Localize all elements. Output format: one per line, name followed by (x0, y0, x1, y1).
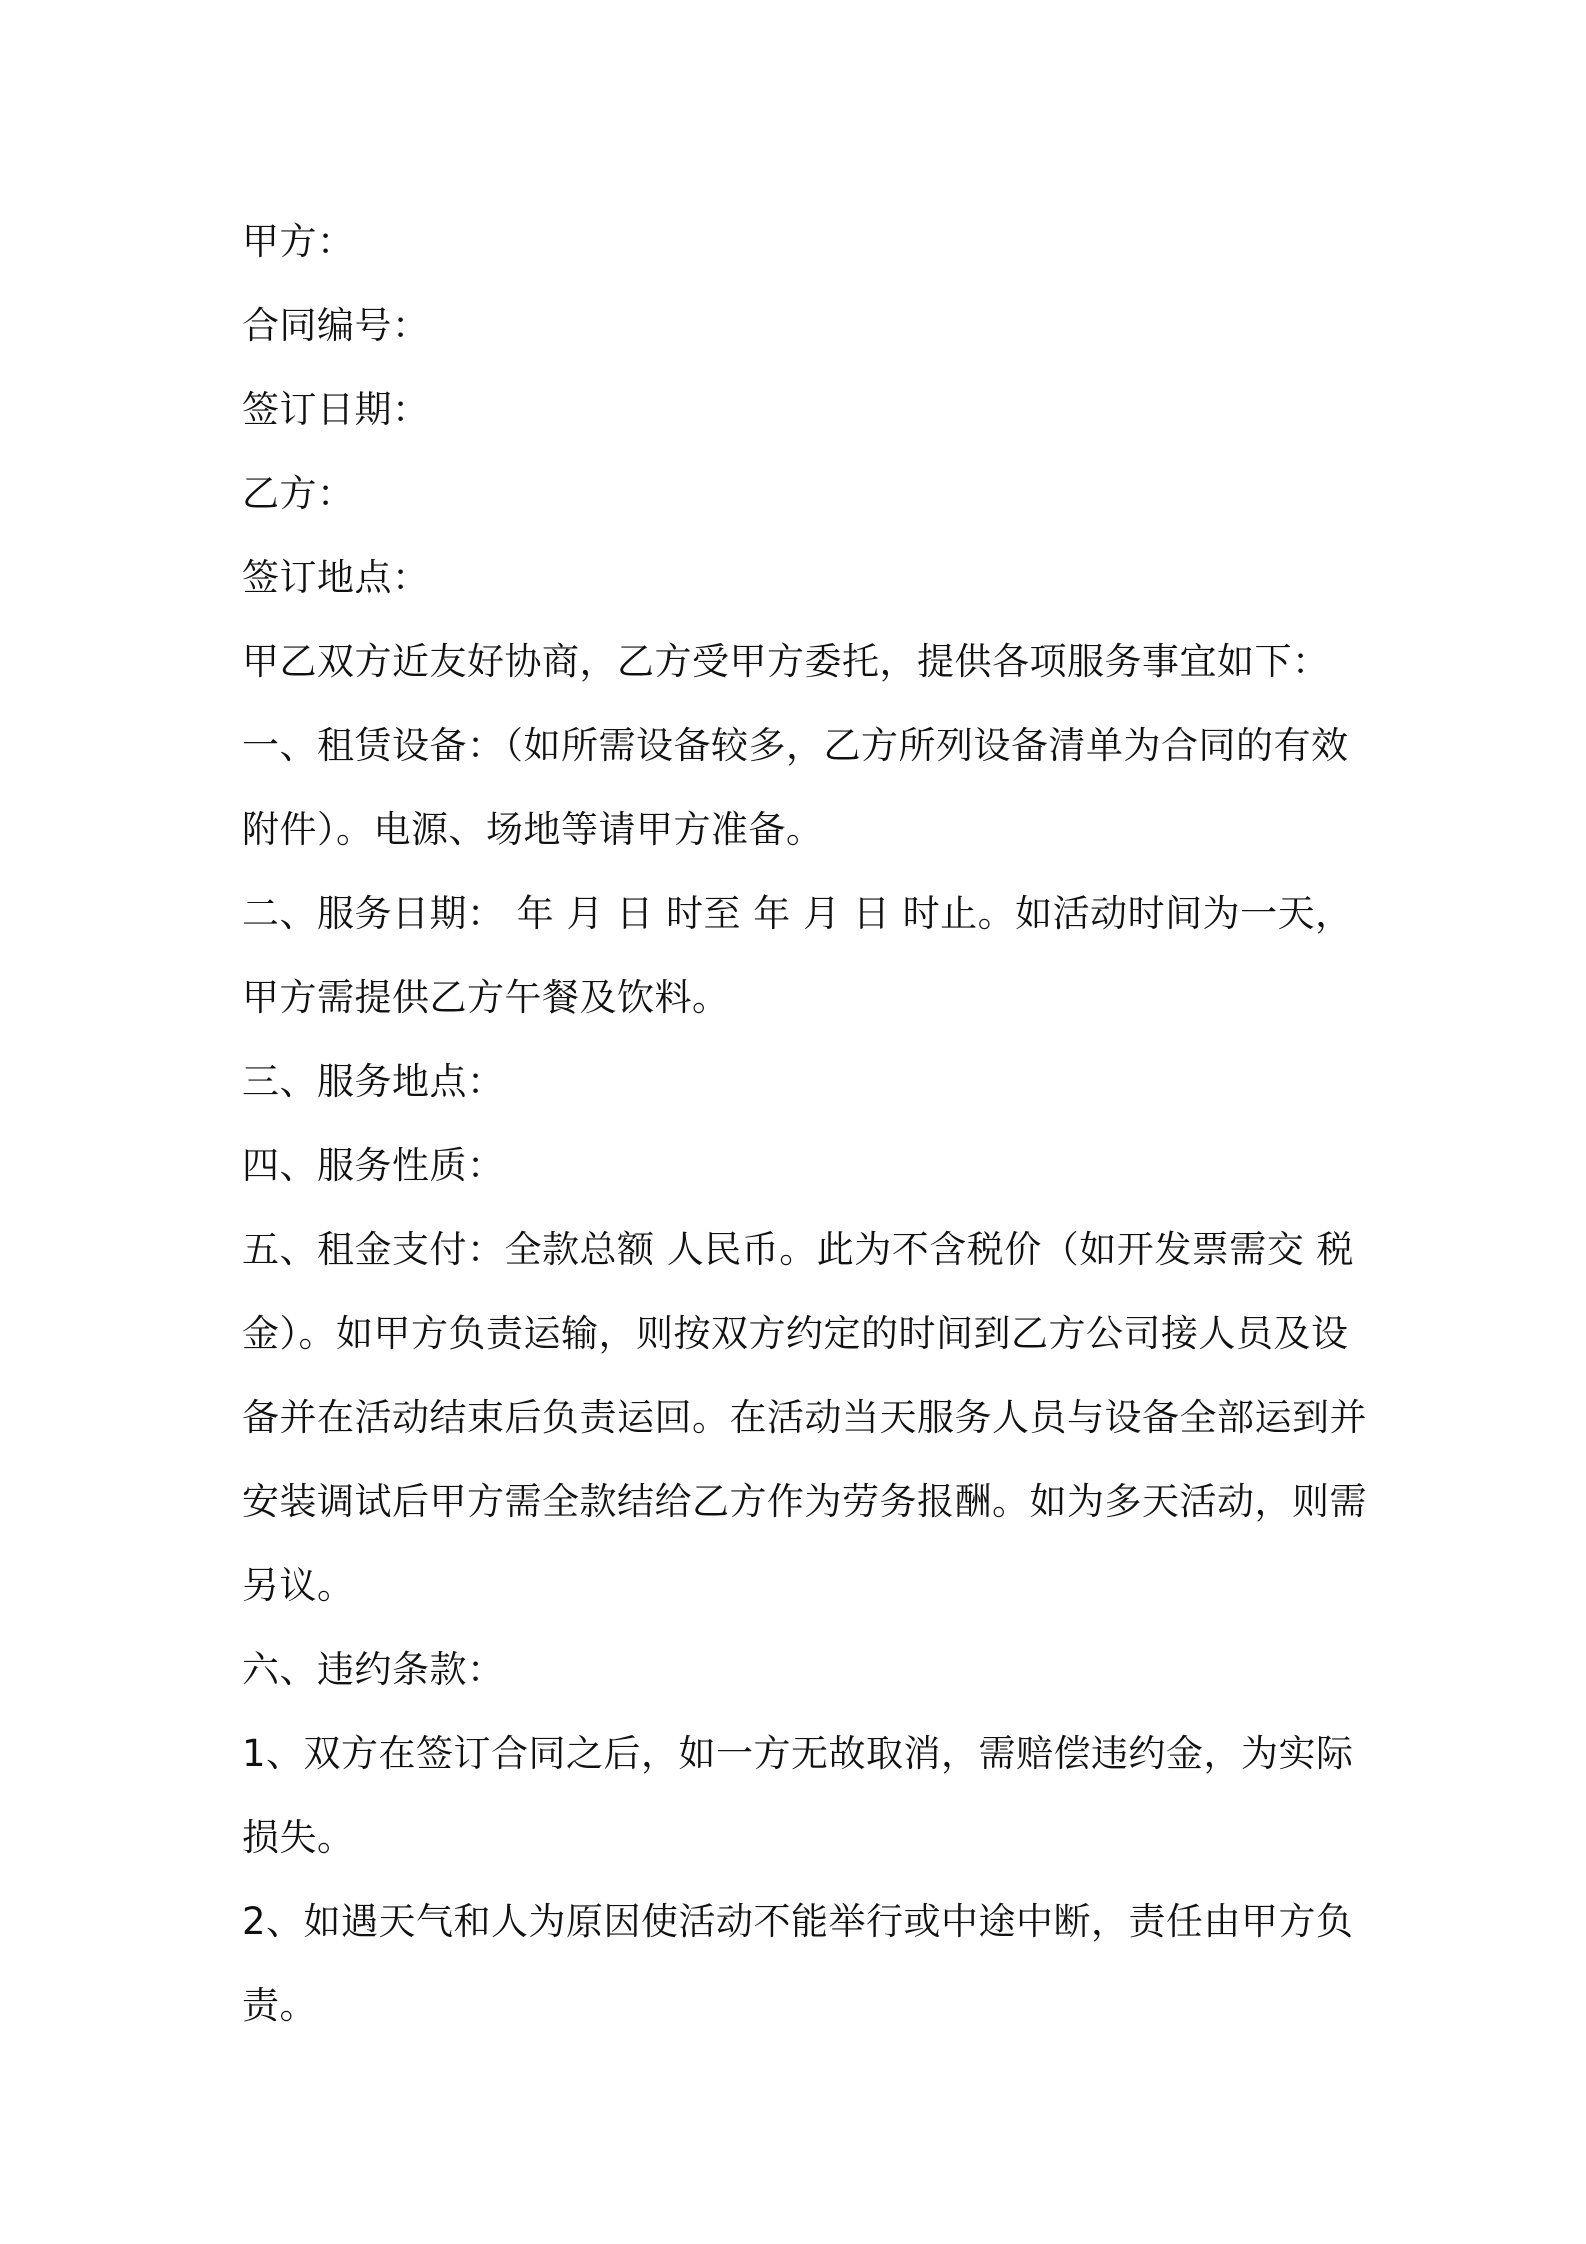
clause-5-line-4: 安装调试后甲方需全款结给乙方作为劳务报酬。如为多天活动，则需 (242, 1480, 1367, 1523)
clause-5-line-3: 备并在活动结束后负责运回。在活动当天服务人员与设备全部运到并 (242, 1396, 1367, 1439)
party-b-field: 乙方： (242, 472, 355, 515)
clause-5-line-1: 五、租金支付：全款总额 人民币。此为不含税价（如开发票需交 税 (242, 1228, 1355, 1271)
contract-body (242, 200, 1367, 2048)
clause-6-heading: 六、违约条款： (242, 1648, 505, 1691)
clause-1-line-1: 一、租赁设备：（如所需设备较多，乙方所列设备清单为合同的有效 (242, 724, 1349, 767)
contract-number-field: 合同编号： (242, 304, 430, 347)
clause-6-item-1-line-1: 1、双方在签订合同之后，如一方无故取消，需赔偿违约金，为实际 (242, 1732, 1354, 1775)
clause-6-item-1-line-2: 损失。 (242, 1816, 355, 1859)
clause-4-line: 四、服务性质： (242, 1144, 505, 1187)
clause-3-line: 三、服务地点： (242, 1060, 505, 1103)
clause-6-item-2-line-2: 责。 (242, 1984, 317, 2027)
clause-2-line-1: 二、服务日期： 年 月 日 时至 年 月 日 时止。如活动时间为一天， (242, 892, 1353, 935)
signing-date-field: 签订日期： (242, 388, 430, 431)
party-a-field: 甲方： (242, 220, 355, 263)
clause-2-line-2: 甲方需提供乙方午餐及饮料。 (242, 976, 730, 1019)
intro-paragraph: 甲乙双方近友好协商，乙方受甲方委托，提供各项服务事宜如下： (242, 640, 1330, 683)
clause-1-line-2: 附件）。电源、场地等请甲方准备。 (242, 808, 824, 851)
signing-location-field: 签订地点： (242, 556, 430, 599)
clause-5-line-5: 另议。 (242, 1564, 355, 1607)
clause-6-item-2-line-1: 2、如遇天气和人为原因使活动不能举行或中途中断，责任由甲方负 (242, 1900, 1354, 1943)
clause-5-line-2: 金）。如甲方负责运输，则按双方约定的时间到乙方公司接人员及设 (242, 1312, 1349, 1355)
